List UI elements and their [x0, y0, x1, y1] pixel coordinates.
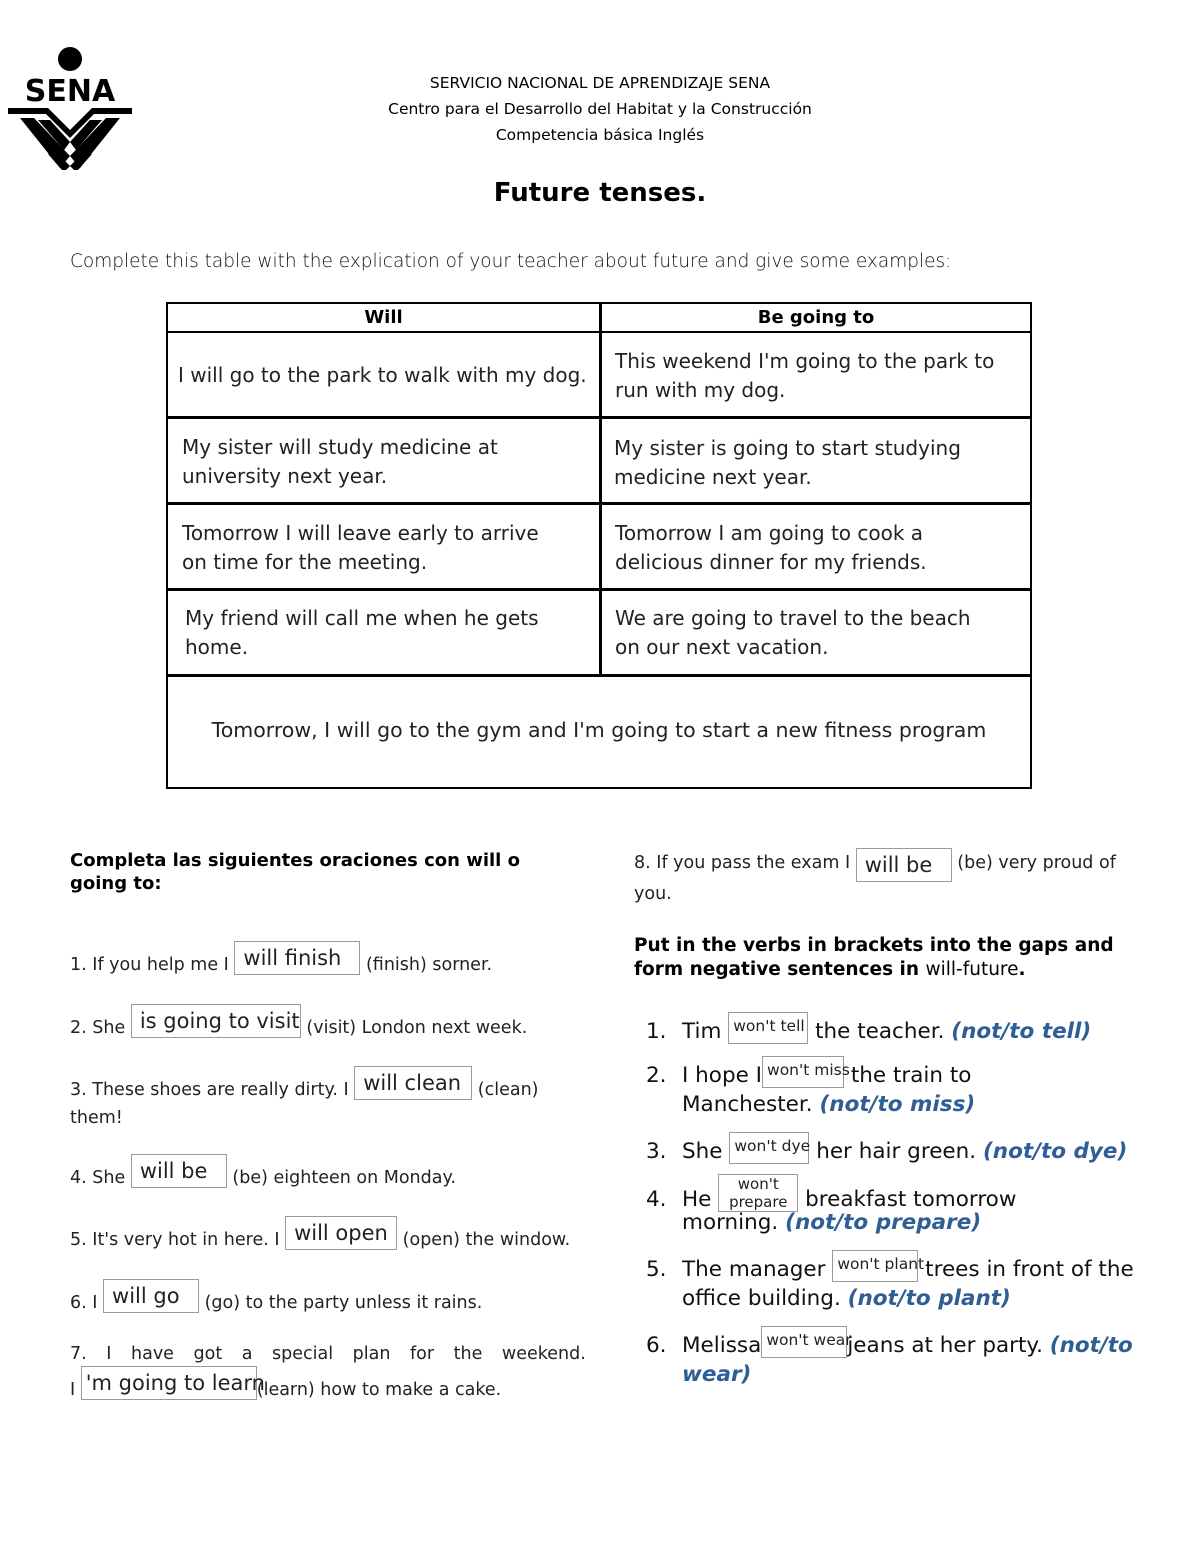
item-text: He	[682, 1187, 712, 1212]
item-text: (open) the window.	[402, 1230, 571, 1250]
table-cell: Tomorrow I am going to cook a delicious dinner for my friends.	[615, 521, 927, 574]
item-text: I have got a special plan for the weekend.	[106, 1344, 586, 1364]
table-cell: I will go to the park to walk with my dog.	[178, 363, 587, 387]
exercise-a-item-3	[70, 1066, 539, 1100]
answer-field[interactable]: is going to visit	[131, 1004, 301, 1038]
header-center: Centro para el Desarrollo del Habitat y la Construcción	[388, 100, 812, 118]
item-number: 6.	[646, 1333, 667, 1358]
item-number: 5.	[70, 1230, 87, 1250]
item-number: 4.	[70, 1168, 87, 1188]
header-competence: Competencia básica Inglés	[495, 126, 705, 144]
item-text: (be) very proud of	[957, 853, 1116, 873]
row-divider	[168, 416, 1030, 419]
svg-text:SENA: SENA	[24, 74, 116, 109]
item-text: Tim	[682, 1019, 722, 1044]
answer-field[interactable]: will be	[856, 848, 952, 882]
verb-hint: (not/to	[1049, 1333, 1133, 1358]
item-text: (visit) London next week.	[306, 1018, 528, 1038]
exercise-a-item-8	[634, 848, 1134, 907]
item-number: 2.	[70, 1018, 87, 1038]
answer-field[interactable]: won't prepare	[718, 1174, 798, 1212]
exercise-a-title: Completa las siguientes oraciones con will o going to:	[70, 850, 520, 894]
exercise-b-item-6	[646, 1326, 1133, 1358]
answer-field[interactable]: will go	[103, 1279, 199, 1313]
exercise-b-item-5	[646, 1250, 1134, 1282]
answer-field[interactable]: 'm going to learn	[81, 1366, 257, 1400]
item-number: 3.	[70, 1080, 87, 1100]
table-cell: We are going to travel to the beach on our next vacation.	[615, 606, 971, 659]
item-text: the teacher.	[815, 1019, 945, 1044]
verb-hint: (not/to miss)	[819, 1092, 976, 1117]
answer-field[interactable]: will finish	[234, 941, 360, 975]
item-text: morning.	[682, 1210, 779, 1235]
answer-field[interactable]: won't tell	[728, 1012, 808, 1044]
row-divider	[168, 674, 1030, 677]
verb-hint: (not/to tell)	[951, 1019, 1092, 1044]
page-title: Future tenses.	[493, 178, 707, 208]
item-text: jeans at her party.	[847, 1333, 1043, 1358]
item-text: office building.	[682, 1286, 841, 1311]
exercise-b-item-4	[646, 1174, 1016, 1212]
item-text: She	[92, 1168, 126, 1188]
answer-field[interactable]: won't miss	[762, 1056, 844, 1088]
table-cell: This weekend I'm going to the park to run with my dog.	[615, 349, 995, 402]
row-divider	[168, 331, 1030, 333]
item-number: 3.	[646, 1139, 667, 1164]
item-text: (learn) how to make a cake.	[256, 1380, 502, 1400]
item-number: 6.	[70, 1293, 87, 1313]
header-will: Will	[364, 307, 403, 328]
item-text: If you help me I	[92, 955, 229, 975]
verb-hint: wear)	[682, 1362, 752, 1387]
exercise-b-item-2-continued	[682, 1092, 975, 1117]
item-text: (go) to the party unless it rains.	[204, 1293, 483, 1313]
row-divider	[168, 502, 1030, 505]
item-text: I	[92, 1293, 98, 1313]
verb-hint: (not/to prepare)	[785, 1210, 982, 1235]
item-text: her hair green.	[816, 1139, 977, 1164]
item-text: I	[70, 1380, 76, 1400]
item-text: She	[682, 1139, 723, 1164]
item-number: 1.	[70, 955, 87, 975]
answer-field[interactable]: won't wear	[761, 1326, 847, 1358]
item-text: I hope I	[682, 1063, 763, 1088]
exercise-b-item-4-continued	[682, 1210, 981, 1235]
header-institution: SERVICIO NACIONAL DE APRENDIZAJE SENA	[429, 74, 771, 92]
exercise-a-item-7-continued	[70, 1366, 501, 1400]
answer-field[interactable]: won't dye	[729, 1132, 809, 1164]
item-text: It's very hot in here. I	[92, 1230, 280, 1250]
item-number: 2.	[646, 1063, 667, 1088]
item-number: 5.	[646, 1257, 667, 1282]
title-text: will-future	[925, 959, 1019, 980]
exercise-b-item-2	[646, 1056, 971, 1088]
exercise-a-item-5	[70, 1216, 570, 1250]
answer-field[interactable]: won't plant	[832, 1250, 918, 1282]
exercise-a-item-7	[70, 1344, 586, 1364]
future-table	[166, 302, 1032, 789]
item-number: 4.	[646, 1187, 667, 1212]
table-cell: Tomorrow I will leave early to arrive on time for the meeting.	[182, 521, 539, 574]
item-number: 7.	[70, 1344, 87, 1364]
item-text: These shoes are really dirty. I	[92, 1080, 349, 1100]
verb-hint: (not/to plant)	[847, 1286, 1011, 1311]
title-text: .	[1018, 959, 1026, 980]
exercise-b-item-3	[646, 1132, 1127, 1164]
item-text: the train to	[850, 1063, 972, 1088]
item-text: (finish) sorner.	[365, 955, 493, 975]
exercise-a-item-6	[70, 1279, 482, 1313]
exercise-a-item-1	[70, 941, 492, 975]
exercise-a-item-2	[70, 1004, 527, 1038]
exercise-a-item-4	[70, 1154, 456, 1188]
exercise-b-item-1	[646, 1012, 1091, 1044]
header-going-to: Be going to	[757, 307, 875, 328]
answer-field[interactable]: will be	[131, 1154, 227, 1188]
table-cell: My sister is going to start studying medicine next year.	[614, 436, 961, 489]
answer-field[interactable]: will open	[285, 1216, 397, 1250]
exercise-a-item-3-continued: them!	[70, 1108, 123, 1128]
item-text: trees in front of the	[925, 1257, 1134, 1282]
table-combined-example: Tomorrow, I will go to the gym and I'm going to start a new fitness program	[211, 718, 987, 742]
item-text: Melissa	[682, 1333, 762, 1358]
item-number: 8.	[634, 853, 651, 873]
row-divider	[168, 588, 1030, 591]
item-text: you.	[634, 884, 672, 904]
exercise-b-title	[634, 934, 1144, 982]
item-text: (be) eighteen on Monday.	[232, 1168, 456, 1188]
column-divider	[599, 304, 602, 675]
verb-hint: (not/to dye)	[982, 1139, 1128, 1164]
table-cell: My sister will study medicine at university next year.	[182, 435, 498, 488]
item-number: 1.	[646, 1019, 667, 1044]
item-text: (clean)	[477, 1080, 539, 1100]
item-text: If you pass the exam I	[656, 853, 851, 873]
answer-field[interactable]: will clean	[354, 1066, 472, 1100]
exercise-b-item-6-continued	[682, 1362, 751, 1387]
intro-text: Complete this table with the explication of your teacher about future and give some examples:	[70, 251, 952, 272]
table-cell: My friend will call me when he gets home.	[185, 606, 539, 659]
item-text: Manchester.	[682, 1092, 813, 1117]
item-text: She	[92, 1018, 126, 1038]
item-text: breakfast tomorrow	[805, 1187, 1017, 1212]
item-text: The manager	[682, 1257, 826, 1282]
exercise-b-item-5-continued	[682, 1286, 1011, 1311]
title-text: Put in the verbs in brackets into the gaps and form negative sentences in	[634, 935, 1114, 980]
